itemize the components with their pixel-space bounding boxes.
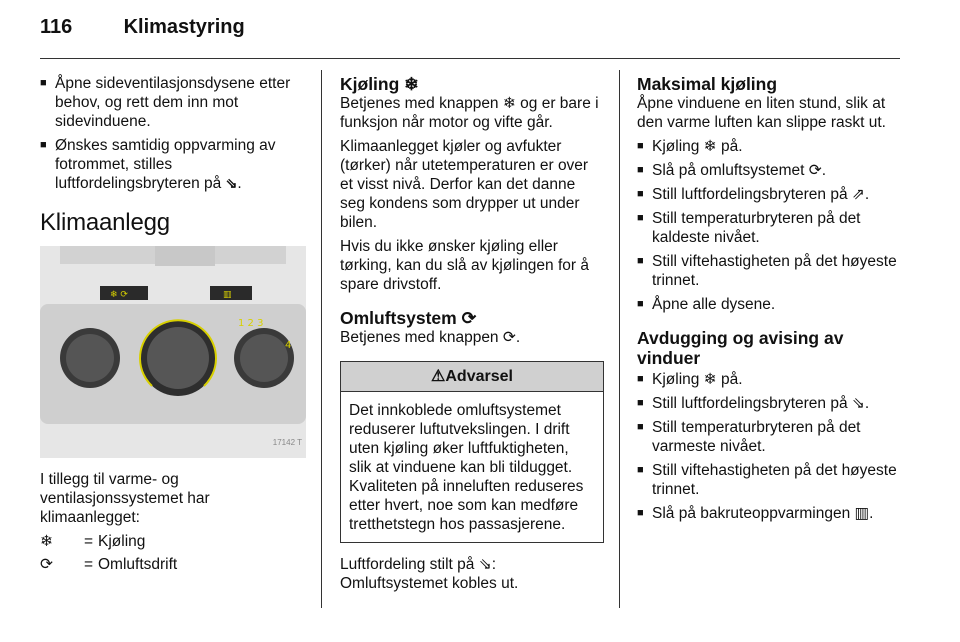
- list-item: ■ Åpne alle dysene.: [637, 295, 903, 314]
- legend-row: ⟳ = Omluftsdrift: [40, 556, 178, 573]
- list-item: ■ Ønskes samtidig oppvarming av fotrommet, stilles luftfordelingsbryteren på ⇘.: [40, 136, 306, 193]
- column-3: [637, 74, 903, 528]
- list-item: ■ Still viftehastigheten på det høyeste trinnet.: [637, 461, 903, 499]
- legend-row: ❄ = Kjøling: [40, 533, 146, 550]
- svg-text:▥: ▥: [223, 290, 232, 300]
- cooling-icon: ❄: [404, 74, 419, 94]
- svg-text:1 2 3: 1 2 3: [238, 318, 264, 329]
- recirculation-icon: ⟳: [461, 308, 477, 328]
- recirculation-icon: ⟳: [40, 556, 53, 573]
- column-2: [340, 74, 604, 598]
- paragraph: Betjenes med knappen ❄ og er bare i funksjon når motor og vifte går.: [340, 95, 599, 131]
- list-item: ■ Kjøling ❄ på.: [637, 137, 903, 156]
- paragraph: Luftfordeling stilt på ⇘: Omluftsystemet kobles ut.: [340, 556, 519, 592]
- climate-panel-illustration: [40, 246, 306, 458]
- paragraph: Åpne vinduene en liten stund, slik at den varme luften kan slippe raskt ut.: [637, 95, 886, 131]
- list-item: ■ Still luftfordelingsbryteren på ⇗.: [637, 185, 903, 204]
- page-header: [40, 16, 245, 39]
- figure-code: 17142 T: [272, 438, 302, 447]
- list-item: ■ Slå på omluftsystemet ⟳.: [637, 161, 903, 180]
- section-heading-klimaanlegg: Klimaanlegg: [40, 209, 170, 236]
- intro-text: I tillegg til varme- og ventilasjonssystemet har klimaanlegget:: [40, 471, 210, 526]
- heading-avdugging: Avdugging og avising av vinduer: [637, 328, 844, 368]
- paragraph: Betjenes med knappen ⟳.: [340, 329, 521, 346]
- warning-header: ⚠Advarsel: [341, 362, 603, 392]
- vent-bullets: [40, 74, 306, 193]
- header-rule: [40, 58, 900, 59]
- paragraph: Hvis du ikke ønsker kjøling eller tørking, kan du slå av kjølingen for å spare drivstoff.: [340, 238, 589, 293]
- list-item: ■ Still luftfordelingsbryteren på ⇘.: [637, 394, 903, 413]
- heading-maks-kjoling: Maksimal kjøling: [637, 74, 778, 94]
- column-1: [40, 74, 306, 578]
- maks-bullets: [637, 137, 903, 314]
- cooling-icon: ❄: [40, 533, 53, 550]
- heading-omluftsystem: Omluftsystem ⟳: [340, 308, 477, 328]
- legend-label: Omluftsdrift: [98, 556, 178, 573]
- svg-text:4: 4: [285, 340, 292, 351]
- list-item: ■ Still temperaturbryteren på det kaldeste nivået.: [637, 209, 903, 247]
- paragraph: Klimaanlegget kjøler og avfukter (tørker) når utetemperaturen er over et visst nivå. Derfor kan det danne seg kondens som drypper ut under bilen.: [340, 138, 589, 231]
- page-number: 116: [40, 16, 73, 38]
- legend-label: Kjøling: [98, 533, 146, 550]
- footwell-icon: ⇘: [225, 175, 238, 191]
- svg-text:❄ ⟳: ❄ ⟳: [110, 290, 128, 300]
- column-divider-1: [321, 70, 322, 608]
- list-item: ■ Still viftehastigheten på det høyeste trinnet.: [637, 252, 903, 290]
- list-item: ■ Kjøling ❄ på.: [637, 370, 903, 389]
- page-title: Klimastyring: [123, 16, 245, 38]
- heading-kjoling: Kjøling ❄: [340, 74, 419, 94]
- list-item: ■ Still temperaturbryteren på det varmeste nivået.: [637, 418, 903, 456]
- warning-icon: ⚠: [431, 368, 446, 385]
- warning-box: [340, 361, 604, 543]
- dugg-bullets: [637, 370, 903, 523]
- climate-panel-image: [40, 246, 306, 458]
- warning-text: Det innkoblede omluftsystemet reduserer luftutvekslingen. I drift uten kjøling øker luftfuktigheten, slik at vinduene kan bli tildugget. Kvaliteten på inneluften reduseres etter hvert, noe som kan medføre tretthetstegn hos passasjerene.: [349, 402, 584, 533]
- column-divider-2: [619, 70, 620, 608]
- list-item: ■ Slå på bakruteoppvarmingen ▥.: [637, 504, 903, 523]
- list-item: ■ Åpne sideventilasjonsdysene etter behov, og rett dem inn mot sidevinduene.: [40, 74, 306, 131]
